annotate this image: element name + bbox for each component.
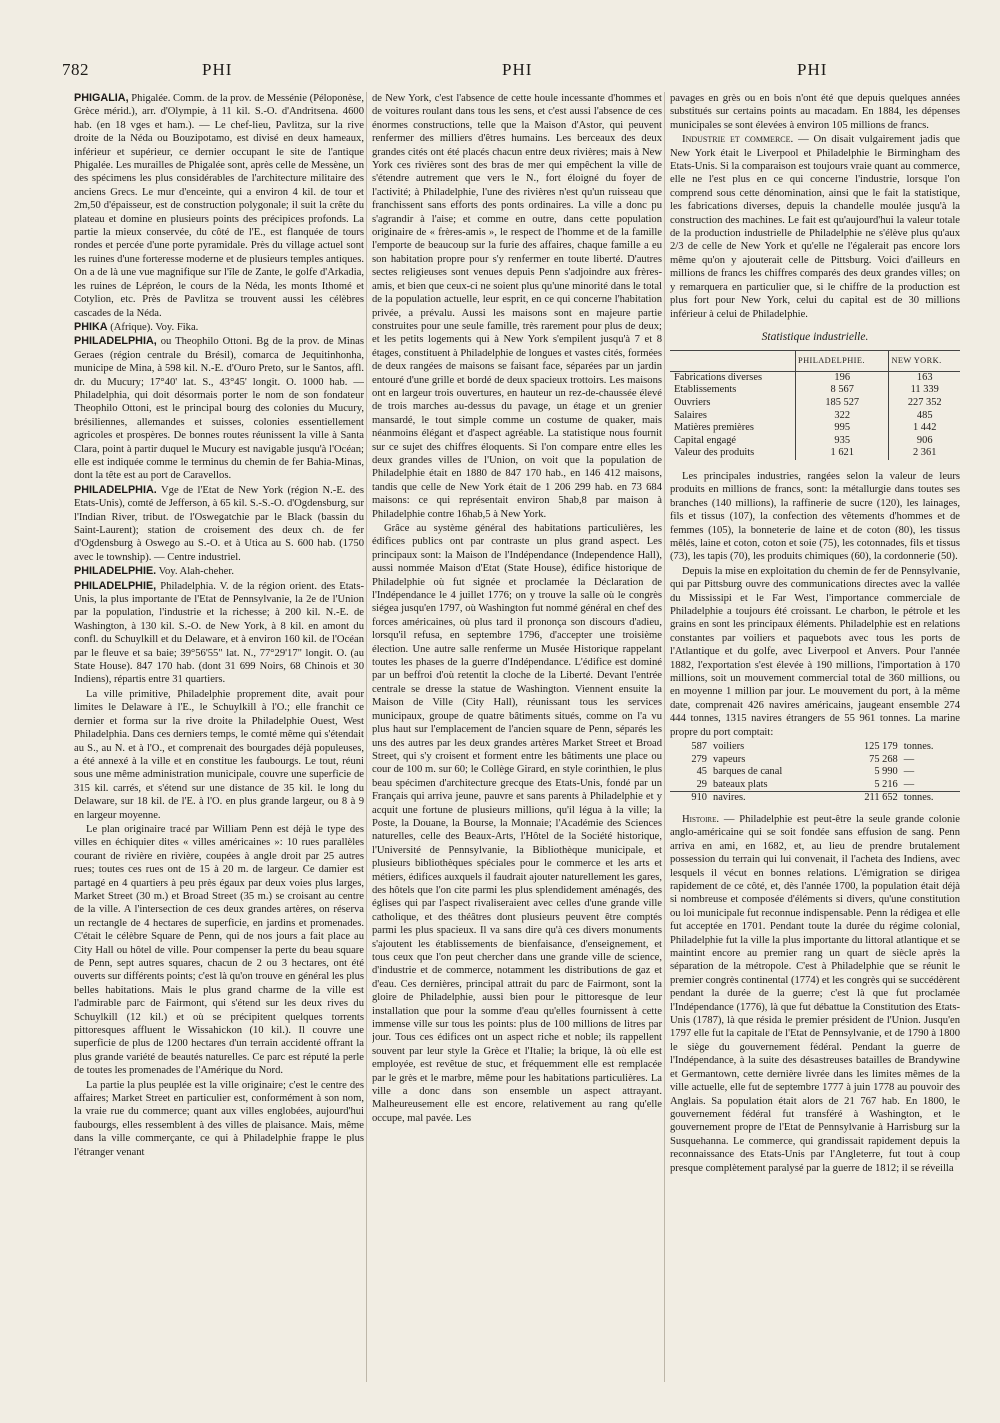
industrial-statistics-table: [670, 350, 960, 460]
headword: PHILADELPHIE,: [74, 579, 157, 592]
cell: 8 567: [796, 384, 889, 397]
entry-text: (Afrique). Voy. Fika.: [110, 321, 199, 333]
column-1: [74, 92, 364, 1392]
cell: 322: [796, 410, 889, 423]
cell: 185 527: [796, 397, 889, 410]
table-row: [670, 397, 960, 410]
entry-phigalia: [74, 92, 364, 320]
cell: 5 990: [874, 766, 898, 778]
cell: 995: [796, 422, 889, 435]
cell: 906: [889, 435, 960, 448]
section-lead: Industrie et commerce.: [682, 133, 794, 146]
paragraph: Les principales industries, rangées selon la valeur de leurs produits en millions de francs, sont: la métallurgie dans toutes ses branches (140 millions), la raffinerie de sucre (120), les lainages, fils et tissus (107), la confection des vêtements d'hommes et de femmes (105), la bonneterie de laine et de coton (80), les tissus mêlés, laine et coton, coton et soie (75), les cotonnades, fils et tissus (73), les tapis (70), les produits chimiques (60), la cordonnerie (50).: [670, 470, 960, 563]
cell: 45: [696, 766, 707, 778]
cell: —: [903, 753, 915, 765]
paragraph: La partie la plus peuplée est la ville originaire; c'est le centre des affaires; Market Street en particulier est, conformément à son nom, la vraie rue du commerce; quant aux villes englobées, aujourd'hui faubourgs, elles ressemblent à des villes de plaisance. Mais, même dans la ville commerçante, ce qui à Philadelphie frappe le plus l'étranger venant: [74, 1079, 364, 1158]
cell: 196: [796, 371, 889, 384]
entry-text: Philadelphia. V. de la région orient. des Etats-Unis, la plus importante de l'Etat de Pennsylvanie, la 2e de l'Union par la population, l'industrie et la richesse; à 200 kil. N.-E. de Washington, à 130 kil. S.-O. de New York, à 8 kil. en amont du confl. du Schuylkill et du Delaware, et à environ 160 kil. de l'Océan par le fleuve et sa baie; 39°56'55" lat. N., 77°29'17" longit. O. (au State House). 847 170 hab. (dont 31 699 Noirs, 68 Chinois et 30 Indiens), répartis entre 31 quartiers.: [74, 580, 364, 686]
paragraph: Le plan originaire tracé par William Penn est déjà le type des villes en échiquier dites « villes américaines »: 10 rues parallèles courant de rivière en rivière, coupées à angle droit par 25 autres rues; toutes ces rues ont de 15 à 20 m. de largeur. Ce damier est partagé en 4 quartiers à peu près égaux par deux voies plus larges, Market Street (30 m.) et Broad Street (35 m.) se croisant au centre de la ville. A l'intersection de ces deux grandes artères, on réserva un rectangle de 4 hectares de superficie, en jardins et promenades. C'était le célèbre Square de Penn, qui de nos jours a fait place au City Hall ou hôtel de ville. Pour compenser la perte du beau square de Penn, sept autres squares, chacun de 2 ou 3 hectares, ont été ouverts sur différents points; c'est là qu'on trouve en général les plus belles habitations. Mais le plus grand charme de la ville est l'admirable parc de Fairmont, qui s'étend sur les deux rives du Schuylkill (12 kil.) et où se précipitent quelques torrents pittoresques affluent le Wissahickon (10 kil.). Il couvre une superficie de plus de 1200 hectares d'un terrain accidenté offrant la plus grande variété de beautés naturelles. Ce parc est réputé la perle de toutes les promenades de l'Amérique du Nord.: [74, 823, 364, 1077]
cell: 211 652: [835, 792, 901, 805]
cell: 125 179: [863, 741, 898, 752]
headword: PHILADELPHIE.: [74, 565, 157, 578]
page-number: 782: [62, 60, 89, 79]
table-header-row: [670, 351, 960, 371]
table-row: [670, 779, 960, 792]
cell: 29: [696, 778, 707, 790]
cell: barques de canal: [713, 766, 783, 778]
cell: 5 216: [874, 778, 898, 790]
paragraph-text: — On disait vulgairement jadis que New York était le Liverpool et Philadelphie le Birmingham des Etats-Unis. Si la comparaison est toujours vraie quant au commerce, elle ne l'est plus en ce qui concerne l'industrie, lorsque l'on comprend sous cette dénomination, ainsi que le fait la statistique, les fabrications diverses, depuis la chandelle moulée jusqu'à la construction des machines. Le fait est qu'aujourd'hui la valeur totale de la production industrielle de Philadelphie ne s'élève plus qu'aux 2/3 de celle de New York et qu'elle ne l'égalerait pas encore lors même qu'on y ajouterait celle de Pittsburg. Voici d'ailleurs en millions de francs les chiffres comparés des deux grandes villes; on y remarquera en particulier que, si le chiffre de la production est plus fort pour New York, celui du capital est de 30 millions inférieur à celui de Philadelphie.: [670, 134, 960, 320]
port-fleet-table: [670, 741, 960, 805]
entry-text: Vge de l'Etat de New York (région N.-E. des Etats-Unis), comté de Jefferson, à 65 kil. S.-S.-O. d'Ogdensburg, sur l'Indian River, tribut. de l'Oswegatchie par le Black (bassin du Saint-Laurent); station de croisement des deux ch. de fer d'Ogdensburg à Oswego au S.-O. et à Utica au S. 600 hab. (1750 avec le township). — Centre industriel.: [74, 484, 364, 563]
table-row: [670, 447, 960, 460]
paragraph: La ville primitive, Philadelphie proprement dite, avait pour limites le Delaware à l'E., le Schuylkill à l'O.; elle franchit ce dernier et forma sur la rive droite la Philadelphie Ouest, West Philadelphia. Dans ces derniers temps, le comté même qui s'étendait au S., au N. et à l'O., et comprenait des bourgades déjà populeuses, a été annexé à la ville et en constitue les faubourgs. Le tout, réuni sous une même administration municipale, couvre une superficie de 315 kil. carrés, et s'étend sur une distance de 35 kil. le long du Delaware, sur 18 kil. de l'E. à l'O. en plus grande largeur, ou 8 à 9 en largeur moyenne.: [74, 688, 364, 821]
cell: 587: [691, 741, 707, 752]
column-divider: [664, 92, 665, 1382]
entry-philadelphie-anatolie: [74, 565, 364, 578]
table-row: [670, 754, 960, 767]
paragraph-industrie: [670, 133, 960, 321]
cell: voiliers: [713, 741, 745, 752]
table-row: [670, 410, 960, 423]
entry-text: ou Theophilo Ottoni. Bg de la prov. de Minas Geraes (région centrale du Brésil), comarca de Jequitinhonha, municipe de Mina, à 598 kil. N.-E. d'Ouro Preto, sur le Santos, affl. dr. du Mucury; 17°40' lat. S., 43°45' longit. O. 1000 hab. — Philadelphia, qui doit désormais porter le nom de son fondateur Theophilo Ottoni, est le principal bourg des colonies du Mucury, brésiliennes, allemandes et suisses, colonies essentiellement agricoles et prospères. De bonnes routes réunissent la ville à Santa Clara, point à partir duquel le Mucury est navigable jusqu'à l'Océan; elle est indiquée comme le terminus du chemin de fer Bahia-Minas, dont la tête est au port de Caravellos.: [74, 336, 364, 482]
headword: PHILADELPHIA,: [74, 335, 157, 348]
row-label: Capital engagé: [674, 434, 737, 446]
row-label: Salaires: [674, 409, 707, 421]
entry-text: Phigalée. Comm. de la prov. de Messénie (Péloponèse, Grèce mérid.), arr. d'Olympie, à 11 kil. S.-O. d'Andritsena. 4600 hab. (en 18 vges et ham.). — Le chef-lieu, Pavlitza, sur la rive droite de la Néda ou Bouzipotamo, est divisé en deux hameaux, inférieur et supérieur, ce dernier occupant le site de l'antique Phigalée. Les murailles de Phigalée sont, après celle de Messène, un des spécimens les plus considérables de l'architecture militaire des anciens Grecs. Le mur d'enceinte, qui a environ 4 kil. de tour et 2m,50 d'épaisseur, est de construction polygonale; il suit la crête du plateau et domine en plusieurs points des précipices profonds. La partie la mieux conservée, du côté de l'E., est flanquée de tours rondes et percée d'une porte pyramidale. Près du village actuel sont les ruines d'une forteresse moderne et de plusieurs temples antiques. On a de là une vue magnifique sur l'île de Zante, le golfe d'Arkadia, les ruines de Lépréon, le cours de la Néda, les monts Ithomé et Cotylion, etc. Près de Pavlitza se trouvent aussi les célèbres cascades de la Néda.: [74, 93, 364, 319]
cell: 11 339: [889, 384, 960, 397]
column-header: PHILADELPHIE.: [796, 351, 889, 371]
entry-phika: [74, 321, 364, 334]
cell: 935: [796, 435, 889, 448]
headword: PHILADELPHIA.: [74, 483, 157, 496]
cell: 75 268: [869, 753, 898, 765]
running-head-left: PHI: [202, 60, 233, 79]
table-row: [670, 371, 960, 384]
cell: —: [903, 766, 915, 778]
column-2: [372, 92, 662, 1392]
paragraph: Grâce au système général des habitations particulières, les édifices publics ont par contraste un plus grand aspect. Les principaux sont: la Maison de l'Indépendance (Independence Hall), aussi nommée Maison d'Etat (State House), édifice historique de Philadelphie où fut signée et proclamée la Déclaration de l'Indépendance le 4 juillet 1776; on y trouve la salle où le congrès siégea jusqu'en 1797, où Washington fut nommé général en chef des forces américaines, où plus tard il prononça son discours d'adieu, lorsqu'il refusa, en septembre 1796, d'accepter une troisième élection. Une autre salle renferme un Musée Historique rappelant toutes les phases de la guerre d'Indépendance. L'édifice est dominé par un beffroi d'où retentit la cloche de la Liberté. Devant l'entrée centrale se dresse la statue de Washington. Viennent ensuite la Maison de Ville (City Hall), réunissant tous les services municipaux, groupe de quatre bâtiments situés, comme on l'a vu plus haut sur l'emplacement de l'ancien square de Penn, séparés les uns des autres par les deux grandes artères Market Street et Broad Street, qui s'y croisent et forment entre les bâtiments une place ou cour de 100 m. sur 60; le Collège Girard, en style corinthien, le plus beau spécimen d'architecture grecque des Etats-Unis, fondé par un Français qui arriva jeune, pauvre et sans parents à Philadelphie et y acquit une fortune de plusieurs millions, qu'il légua à la ville; la Poste, la Douane, la Bourse, la Monnaie; l'Académie des Sciences naturelles, celle des Beaux-Arts, l'Hôtel de la Société historique, l'Université de Pennsylvanie, la Bibliothèque municipale, et plusieurs bibliothèques spéciales pour le commerce et les arts et métiers, édifices auxquels il faudrait ajouter naturellement les gares, des hôtels que l'on cite parmi les plus splendidement aménagés, des églises qui par l'aspect rivaliseraient avec celles d'une grande ville catholique, et des théâtres dont plusieurs peuvent être comptés parmi les plus spacieux. Il va sans dire qu'à ces divers monuments s'ajoutent les établissements de bienfaisance, d'enseignement, et tous ceux que l'on peut chercher dans une grande ville de science, d'industrie et de commerce, notamment les distributions de gaz et d'eau. Ces dernières, principal attrait du parc de Fairmont, sont la gloire de Philadelphie, aussi bien pour le pittoresque de leur installation que pour la somme d'eau qu'elles fournissent à cette immense ville sur tous les points: plus de 100 millions de litres par jour. Tous ces édifices ont un aspect riche et noble; ils rappellent souvent par leur style la Grèce et l'Italie; la brique, là où elle est employée, est revêtue de stuc, et fréquemment elle est remplacée par le grès et le marbre, même pour les habitations particulières. La ville a donc dans son ensemble un aspect attrayant. Malheureusement elle est encore, relativement au rang qu'elle occupe, mal pavée. Les: [372, 523, 662, 1124]
running-head-right: PHI: [797, 60, 828, 79]
cell: 227 352: [889, 397, 960, 410]
table-row: [670, 766, 960, 779]
cell: tonnes.: [903, 741, 934, 752]
paragraph: pavages en grès ou en bois n'ont été que depuis quelques années substitués sur certains points au macadam. En 1884, les dépenses municipales se sont élevées à environ 105 millions de francs.: [670, 93, 960, 131]
cell: 1 442: [889, 422, 960, 435]
row-label: Etablissements: [674, 384, 737, 396]
headword: PHIKA: [74, 320, 108, 333]
entry-philadelphia-newyork: [74, 484, 364, 564]
paragraph: de New York, c'est l'absence de cette houle incessante d'hommes et de voitures roulant dans tous les sens, et c'est aussi l'absence de ces énormes constructions, telle que la Maison d'Astor, qui peuvent renfermer des milliers d'êtres humains. Les berceaux des deux grandes cités ont été placés chacun entre deux rivières; mais à New York ces rivières sont des bras de mer qui empêchent la ville de s'étendre autrement que vers le N., fort éloigné du foyer de l'activité; à Philadelphie, l'une des rivières n'est qu'un ruisseau que franchissent sans efforts des ponts ordinaires. La ville a donc pu s'agrandir à l'aise; et comme en outre, dans cette population originaire de « frères-amis », le respect de l'homme et de la famille l'emporte de beaucoup sur la furie des affaires, chaque famille a eu son habitation propre pour s'y renfermer en toute liberté. D'autres sectes religieuses sont venues depuis Penn s'adjoindre aux frères-amis, et bien que ceux-ci ne soient plus qu'une minorité dans le total de la population actuelle, leur esprit, en ce qui concerne l'habitation privée, a prévalu. Aussi les maisons sont en majeure partie construites pour une seule famille, très rarement pour plus de deux; et les petits logements qui à New York s'empilent jusqu'à 7 et 8 étages, constituent à Philadelphie de longues et vastes cités, formées de deux rangées de maisons se faisant face, séparées par un jardin entouré d'une grille et bordé de deux spacieux trottoirs. Les maisons ont en largeur trois ouvertures, en hauteur un rez-de-chaussée élevé de trois marches au-dessus du pavage, un étage et un grenier mansardé, le tout simple comme un costume de quaker, mais néanmoins élégant et d'aspect agréable. La statistique nous fournit sur ce sujet des chiffres éloquents. Si l'on compare entre elles les deux grandes villes de l'Union, on voit que la population de Philadelphie était en 1880 de 847 170 hab., en 146 412 maisons, tandis que celle de New York était de 1 206 299 hab. en 73 684 maisons: ce qui représentait environ 5hab,8 par maison à Philadelphie contre 16hab,5 à New York.: [372, 93, 662, 520]
cell: vapeurs: [713, 753, 746, 765]
cell: 910: [670, 792, 710, 805]
section-lead: Histoire.: [682, 813, 720, 825]
table-title: Statistique industrielle.: [761, 330, 869, 343]
cell: bateaux plats: [713, 778, 768, 790]
page-header: [62, 60, 940, 86]
cell: 485: [889, 410, 960, 423]
cell: navires.: [710, 792, 835, 805]
column-3: [670, 92, 960, 1392]
column-divider: [366, 92, 367, 1382]
cell: —: [903, 778, 915, 790]
paragraph-histoire: [670, 813, 960, 1175]
paragraph: Depuis la mise en exploitation du chemin de fer de Pennsylvanie, qui par Pittsburg ouvre des communications directes avec la vallée du Mississipi et le Far West, l'importance commerciale de Philadelphie a toujours été croissant. Le charbon, le pétrole et les grains en sont les principaux éléments. Philadelphie est en relations constantes par voiliers et paquebots avec tous les ports de l'Atlantique et du golfe, avec Liverpool et Anvers. Pour l'année 1882, l'exportation s'est élevée à 190 millions, l'importation à 170 millions, soit un mouvement commercial total de 360 millions, ou en moyenne 1 million par jour. Le mouvement du port, à la même date, comprenait 426 navires américains, jaugeant ensemble 274 444 tonnes, 1315 navires étrangers de 55 961 tonnes. La marine propre du port comptait:: [670, 565, 960, 738]
row-label: Matières premières: [674, 422, 754, 434]
cell: 2 361: [889, 447, 960, 460]
row-label: Fabrications diverses: [674, 371, 763, 383]
headword: PHIGALIA,: [74, 92, 129, 104]
row-label: Valeur des produits: [674, 447, 755, 459]
entry-philadelphia-brazil: [74, 335, 364, 482]
cell: 279: [691, 753, 707, 765]
row-label: Ouvriers: [674, 396, 711, 408]
running-head-center: PHI: [502, 60, 533, 79]
table-row: [670, 422, 960, 435]
cell: tonnes.: [901, 792, 960, 805]
cell: 1 621: [796, 447, 889, 460]
entry-text: Voy. Alah-cheher.: [158, 566, 234, 578]
entry-philadelphie-usa: [74, 580, 364, 687]
table-total-row: [670, 792, 960, 805]
cell: 163: [889, 371, 960, 384]
column-header: NEW YORK.: [889, 351, 960, 371]
table-row: [670, 741, 960, 754]
table-row: [670, 384, 960, 397]
table-row: [670, 435, 960, 448]
paragraph-text: — Philadelphie est peut-être la seule grande colonie anglo-américaine qui se soit fondée sans effusion de sang. Penn arriva en ami, en 1682, et, au lieu de prendre brutalement possession du terrain qui lui convenait, il l'acheta des Indiens, avec lesquels il vécut en bonnes relations. L'émigration se dirigea rapidement de ce côté, et, dès l'année 1700, la population était déjà si nombreuse et composée d'éléments si divers, qu'une constitution ou loi municipale fut reconnue indispensable. Penn la rédigea et elle fut acceptée en 1701. Pendant toute la durée du régime colonial, Philadelphie fut la ville la plus importante du littoral atlantique et se maintint encore au premier rang un quart de siècle après la séparation de la métropole. C'est à Philadelphie que se réunit le premier congrès continental (1774) et les congrès qui se succédèrent pendant la durée de la guerre; c'est là que fut proclamée l'Indépendance (1776), là que fut débattue la Constitution des Etats-Unis (1787), là que résida le premier président de l'Union. Jusqu'en 1797 elle fut la capitale de l'Etat de Pennsylvanie, et de 1790 à 1800 le siège du gouvernement fédéral. Pendant la guerre de l'Indépendance, à la suite des désastreuses batailles de Brandywine et Germantown, cette dernière livrée dans les limites mêmes de la ville actuelle, elle fut de septembre 1777 à juin 1778 au pouvoir des Anglais. Sa population était alors de 21 767 hab. En 1800, le gouvernement fédéral fut transféré à Washington, et le gouvernement propre de l'Etat de Pennsylvanie à Harrisburg sur la Susquehanna. Le commerce, qui grandissait rapidement depuis la reconnaissance des Etats-Unis par l'Angleterre, fut tout à coup presque complètement paralysé par la guerre de 1812; il se réveilla: [670, 813, 960, 1174]
